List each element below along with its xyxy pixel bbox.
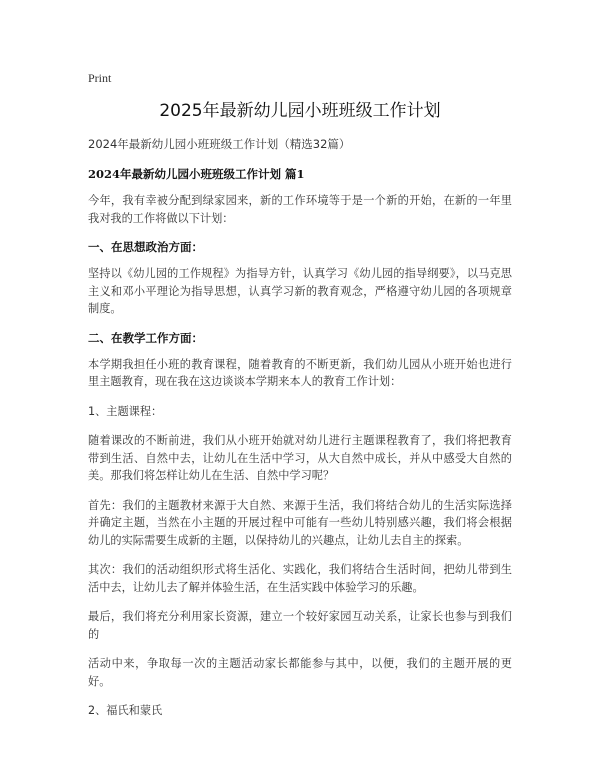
theme-course-paragraph: 随着课改的不断前进，我们从小班开始就对幼儿进行主题课程教育了，我们将把教育带到生活、自然中去，让幼儿在生活中学习，从大自然中成长，并从中感受大自然的美。那我们将怎样让幼儿在生活、自然中学习呢？	[88, 434, 512, 482]
politics-paragraph: 坚持以《幼儿园的工作规程》为指导方针，认真学习《幼儿园的指导纲要》，以马克思主义和邓小平理论为指导思想，认真学习新的教育观念，严格遵守幼儿园的各项规章制度。	[88, 267, 512, 315]
teaching-paragraph: 本学期我担任小班的教育课程，随着教育的不断更新，我们幼儿园从小班开始也进行里主题教育，现在我在这边谈谈本学期来本人的教育工作计划：	[88, 357, 512, 388]
intro-paragraph: 今年，我有幸被分配到绿家园来，新的工作环境等于是一个新的开始，在新的一年里我对我的工作将做以下计划：	[88, 194, 512, 225]
item-froebel-montessori: 2、福氏和蒙氏	[88, 704, 163, 717]
continuation-paragraph: 活动中来，争取每一次的主题活动家长都能参与其中，以便，我们的主题开展的更好。	[88, 657, 512, 688]
heading-politics: 一、在思想政治方面：	[88, 240, 203, 254]
page-title: 2025年最新幼儿园小班班级工作计划	[159, 101, 441, 121]
subtitle: 2024年最新幼儿园小班班级工作计划（精选32篇）	[88, 137, 351, 151]
second-paragraph: 其次：我们的活动组织形式将生活化、实践化，我们将结合生活时间，把幼儿带到生活中去，让幼儿去了解并体验生活，在生活实践中体验学习的乐趣。	[88, 563, 512, 594]
last-paragraph: 最后，我们将充分利用家长资源，建立一个较好家园互动关系，让家长也参与到我们的	[88, 610, 512, 641]
item-theme-course: 1、主题课程：	[88, 404, 163, 418]
section-heading: 2024年最新幼儿园小班班级工作计划 篇1	[88, 167, 305, 181]
first-paragraph: 首先：我们的主题教材来源于大自然、来源于生活，我们将结合幼儿的生活实际选择并确定主题，当然在小主题的开展过程中可能有一些幼儿特别感兴趣，我们将会根据幼儿的实际需要生成新的主题，以保持幼儿的兴趣点，让幼儿去自主的探索。	[88, 498, 512, 547]
heading-teaching: 二、在教学工作方面：	[88, 330, 203, 345]
print-label[interactable]: Print	[88, 71, 112, 85]
